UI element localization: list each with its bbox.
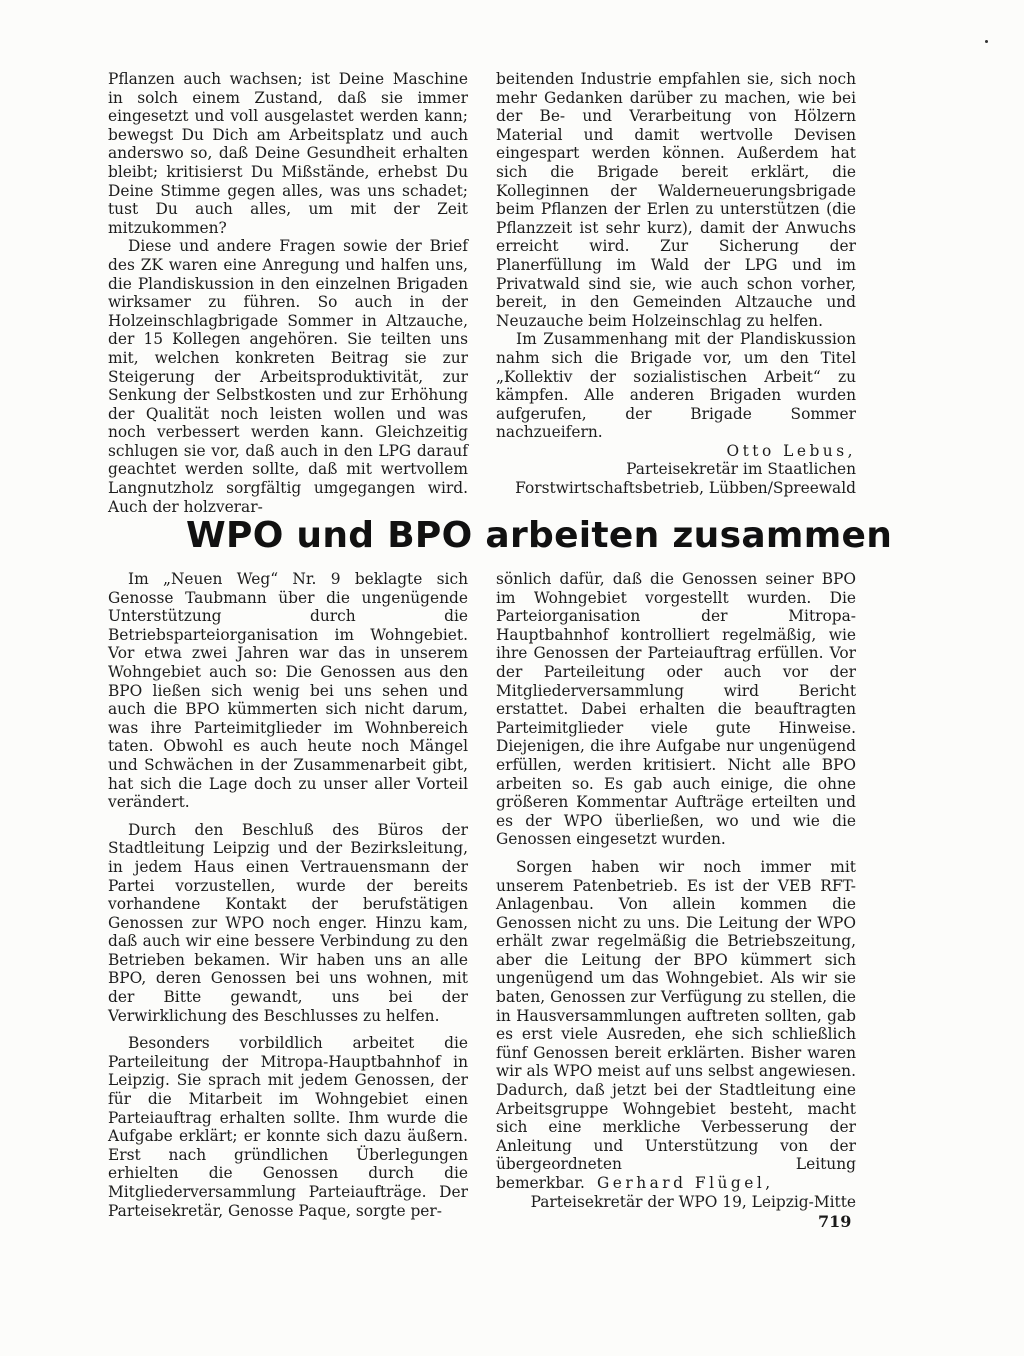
paragraph: Besonders vorbildlich arbeitet die Parteileitung der Mitropa-Hauptbahnhof in Leipzig. Sie sprach mit jedem Genossen, der für die Mitarbeit im Wohngebiet einen Parteiauftrag erhalten sollte. Ihm wurde die Aufgabe erklärt; er konnte sich dazu äußern. Erst nach gründlichen Überlegungen erhielten die Genossen durch die Mitgliederversammlung Parteiaufträge. Der Parteisekretär, Genosse Paque, sorgte per-	[108, 1034, 468, 1220]
author-name: Otto Lebus,	[726, 441, 856, 460]
paragraph: Durch den Beschluß des Büros der Stadtleitung Leipzig und der Bezirksleitung, in jedem Haus einen Vertrauensmann der Partei vorzustellen, wurde der bereits vorhandene Kontakt der berufstätigen Genossen zur WPO noch enger. Hinzu kam, daß auch wir eine bessere Verbindung zu den Betrieben bekamen. Wir haben uns an alle BPO, deren Genossen bei uns wohnen, mit der Bitte gewandt, uns bei der Verwirklichung des Beschlusses zu helfen.	[108, 820, 468, 1025]
article1-column-right	[496, 70, 856, 498]
print-speck	[985, 40, 988, 43]
paragraph-text: Sorgen haben wir noch immer mit unserem Patenbetrieb. Es ist der VEB RFT-Anlagenbau. Von allein kommen die Genossen nicht zu uns. Die Leitung der WPO erhält zwar regelmäßig die Betriebszeitung, aber die Leitung der BPO kümmert sich ungenügend um das Wohngebiet. Als wir sie baten, Genossen zur Verfügung zu stellen, die in Hausversammlungen auftreten sollten, gab es erst viele Ausreden, ehe sich schließlich fünf Genossen bereit erklärten. Bisher waren wir als WPO meist auf uns selbst angewiesen. Dadurch, daß jetzt bei der Stadtleitung eine Arbeitsgruppe Wohngebiet besteht, macht sich eine merkliche Verbesserung der Anleitung und Unterstützung von der übergeordneten Leitung bemerkbar.	[496, 857, 856, 1192]
paragraph: beitenden Industrie empfahlen sie, sich noch mehr Gedanken darüber zu machen, wie bei der Be- und Verarbeitung von Hölzern Material und damit wertvolle Devisen eingespart werden können. Außerdem hat sich die Brigade bereit erklärt, die Kolleginnen der Walderneuerungsbrigade beim Pflanzen der Erlen zu unterstützen (die Pflanzzeit ist sehr kurz), damit der Anwuchs erreicht wird. Zur Sicherung der Planerfüllung im Wald der LPG und im Privatwald sind sie, wie auch schon vorher, bereit, in den Gemeinden Altzauche und Neuzauche beim Holzeinschlag zu helfen.	[496, 70, 856, 330]
author-role: Parteisekretär der WPO 19, Leipzig-Mitte	[530, 1192, 856, 1211]
paragraph: Im „Neuen Weg“ Nr. 9 beklagte sich Genosse Taubmann über die ungenügende Unterstützung durch die Betriebsparteiorganisation im Wohngebiet. Vor etwa zwei Jahren war das in unserem Wohngebiet auch so: Die Genossen aus den BPO ließen sich wenig bei uns sehen und auch die BPO kümmerten sich nicht darum, was ihre Parteimitglieder im Wohnbereich taten. Obwohl es auch heute noch Mängel und Schwächen in der Zusammenarbeit gibt, hat sich die Lage doch zu unser aller Vorteil verändert.	[108, 570, 468, 812]
page-number: 719	[818, 1212, 852, 1231]
paragraph: Pflanzen auch wachsen; ist Deine Maschine in solch einem Zustand, daß sie immer eingesetzt und voll ausgelastet werden kann; bewegst Du Dich am Arbeitsplatz und auch anderswo so, daß Deine Gesundheit erhalten bleibt; kritisierst Du Mißstände, erhebst Du Deine Stimme gegen alles, was uns schadet; tust Du auch alles, um mit der Zeit mitzukommen?	[108, 70, 468, 237]
paragraph: Diese und andere Fragen sowie der Brief des ZK waren eine Anregung und halfen uns, die Plandiskussion in den einzelnen Brigaden wirksamer zu führen. So auch in der Holzeinschlagbrigade Sommer in Altzauche, der 15 Kollegen angehören. Sie teilten uns mit, welchen konkreten Beitrag sie zur Steigerung der Arbeitsproduktivität, zur Senkung der Selbstkosten und zur Erhöhung der Qualität noch leisten wollen und was noch verbessert werden kann. Gleichzeitig schlugen sie vor, daß auch in den LPG darauf geachtet werden sollte, daß mit wertvollem Langnutzholz sorgfältig umgegangen wird. Auch der holzverar-	[108, 237, 468, 516]
article1-column-left	[108, 70, 468, 516]
paragraph: sönlich dafür, daß die Genossen seiner BPO im Wohngebiet vorgestellt wurden. Die Parteiorganisation der Mitropa-Hauptbahnhof kontrolliert regelmäßig, wie ihre Genossen der Parteiauftrag erfüllen. Vor der Parteileitung oder auch vor der Mitgliederversammlung wird Bericht erstattet. Dabei erhalten die beauftragten Parteimitglieder viele gute Hinweise. Diejenigen, die ihre Aufgabe nur ungenügend erfüllen, werden kritisiert. Nicht alle BPO arbeiten so. Es gab auch einige, die ohne größeren Kommentar Aufträge erteilten und es der WPO überließen, wo und wie die Genossen eingesetzt wurden.	[496, 570, 856, 849]
author-role: Parteisekretär im Staatlichen Forstwirtschaftsbetrieb, Lübben/Spreewald	[515, 460, 856, 498]
article2-column-right	[496, 570, 856, 1211]
article2-column-left	[108, 570, 468, 1220]
article-headline: WPO und BPO arbeiten zusammen	[186, 515, 893, 556]
paragraph	[496, 858, 856, 1193]
author-name: Gerhard Flügel,	[596, 1174, 774, 1192]
paragraph: Im Zusammenhang mit der Plandiskussion nahm sich die Brigade vor, um den Titel „Kollektiv der sozialistischen Arbeit“ zu kämpfen. Alle anderen Brigaden wurden aufgerufen, der Brigade Sommer nachzueifern.	[496, 330, 856, 442]
